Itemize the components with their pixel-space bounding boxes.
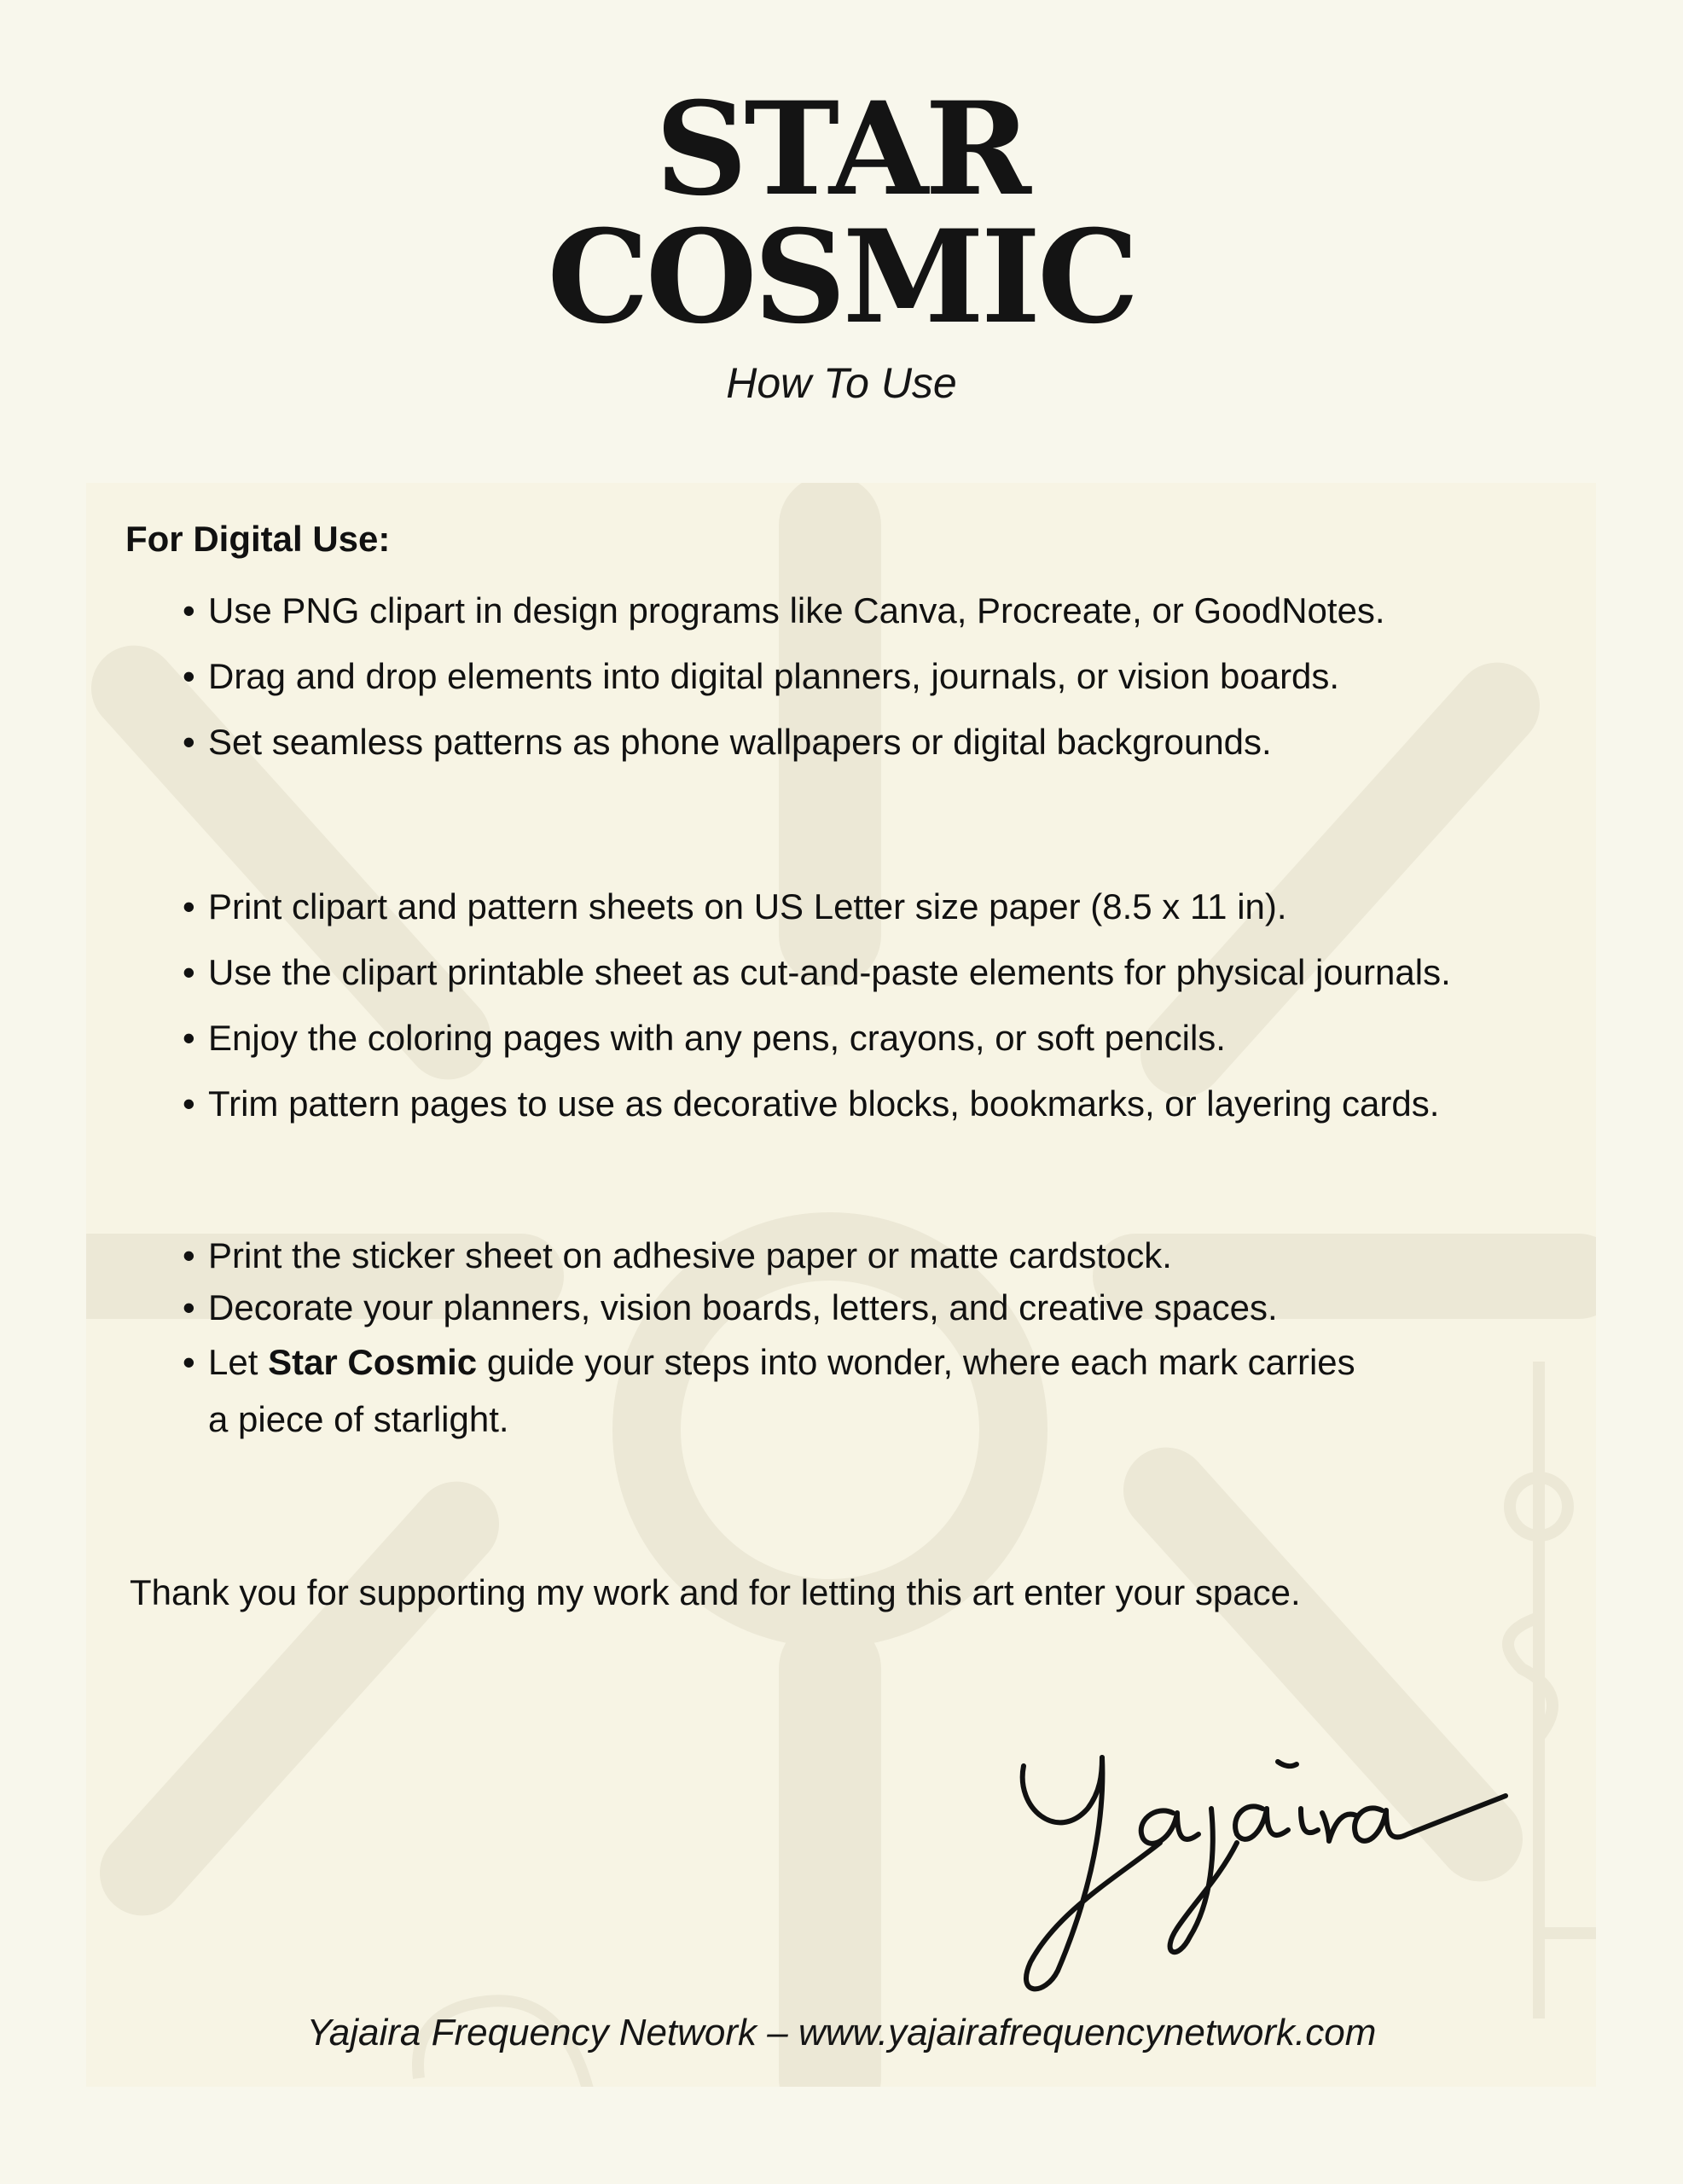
title-line-1: STAR — [655, 74, 1028, 224]
title-block — [0, 74, 1683, 352]
bullet-glyph: • — [183, 1342, 195, 1382]
bullet-glyph: • — [183, 590, 195, 630]
bullet-glyph: • — [183, 952, 195, 992]
last-item-prefix: Let — [208, 1342, 269, 1382]
bullet-glyph: • — [183, 1083, 195, 1124]
title-line-2: COSMIC — [547, 202, 1136, 352]
brand-name-bold: Star Cosmic — [268, 1342, 478, 1382]
thank-you-message: Thank you for supporting my work and for letting this art enter your space. — [130, 1572, 1301, 1612]
handwritten-signature — [1007, 1715, 1518, 2005]
subtitle: How To Use — [726, 359, 957, 407]
digital-use-heading: For Digital Use: — [125, 519, 391, 559]
bullet-glyph: • — [183, 1287, 195, 1327]
bullet-glyph: • — [183, 1235, 195, 1275]
footer-credit: Yajaira Frequency Network – www.yajairafrequencynetwork.com — [306, 2012, 1377, 2053]
bullet-glyph: • — [183, 1018, 195, 1058]
bullet-glyph: • — [183, 656, 195, 696]
last-item-suffix: guide your steps into wonder, where each mark carries — [477, 1342, 1355, 1382]
bullet-glyph: • — [183, 886, 195, 926]
bullet-glyph: • — [183, 722, 195, 762]
instructions-content: For Digital Use: • Use PNG clipart in design programs like Canva, Procreate, or GoodNotes. • Drag and drop elements into digital planners, journals, or vision boards. • Set seamless patterns as phone wallpapers or digital backgrounds. • Print clipart and pattern sheets on US Letter size paper (8.5 x 11 in). • Use the clipart printable sheet as cut-and-paste elements for physical journals. • Enjoy the coloring pages with any pens, crayons, or soft pencils. • Trim pattern pages to use as decorative blocks, bookmarks, or layering cards. • Print the sticker sheet on adhesive paper or matte cardstock. • Decorate your planners, vision boards, letters, and creative spaces. • Let Star Cosmic guide your steps into wonder, where each mark carries a piece of starlight. Thank you for supporting my work and for letting this art enter your space. — [125, 519, 1451, 1612]
